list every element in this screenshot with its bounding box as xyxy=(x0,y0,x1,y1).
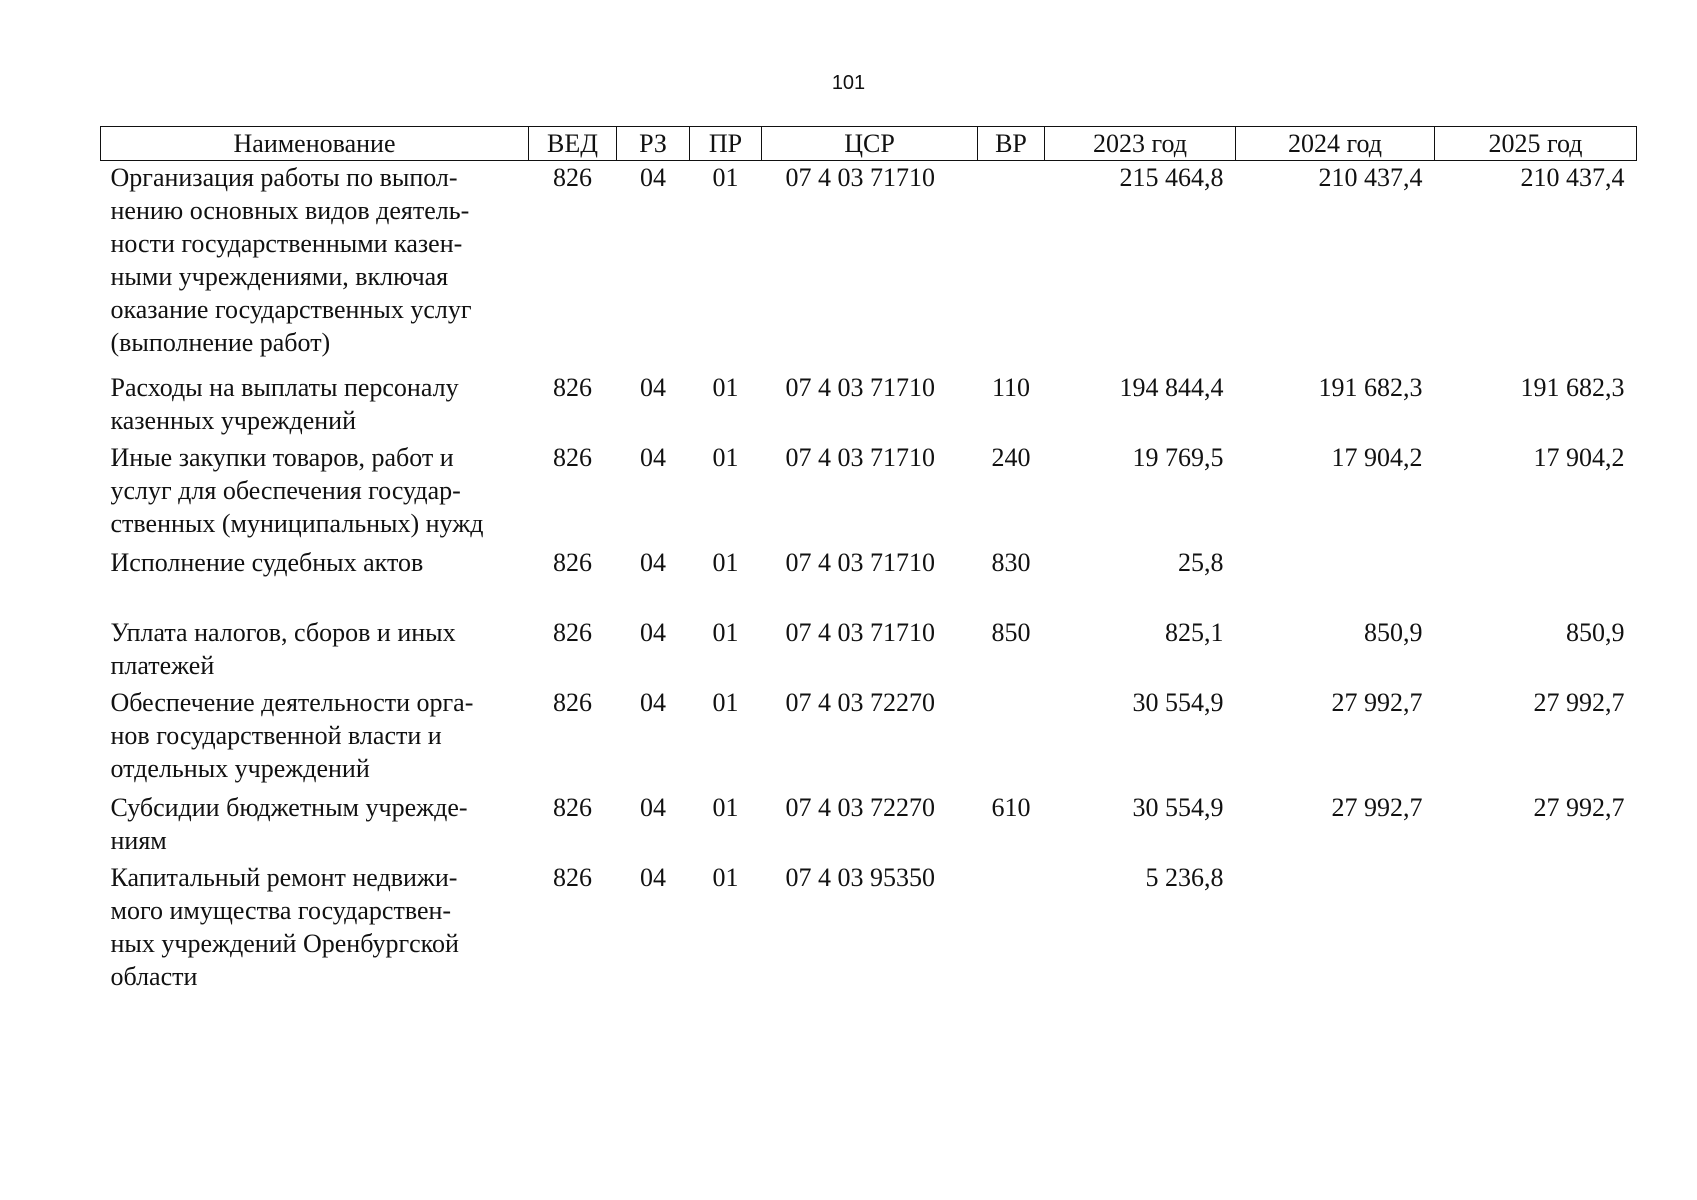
cell-name-line: Субсидии бюджетным учрежде- xyxy=(110,792,468,822)
cell-rz: 04 xyxy=(640,547,666,577)
table-row xyxy=(101,686,1637,791)
cell-name xyxy=(101,546,529,616)
header-2023: 2023 год xyxy=(1045,127,1236,161)
cell-pr: 01 xyxy=(712,687,739,717)
cell-2025 xyxy=(1435,861,1637,1001)
cell-pr: 01 xyxy=(712,442,739,472)
header-2024: 2024 год xyxy=(1236,127,1435,161)
cell-ved: 826 xyxy=(553,617,592,647)
cell-vr xyxy=(978,161,1045,371)
cell-name-line: нов государственной власти и xyxy=(110,720,442,750)
cell-name-line: (выполнение работ) xyxy=(110,328,331,357)
cell-name xyxy=(101,686,529,791)
cell-name-line: ниям xyxy=(110,825,167,855)
cell-name-line: Уплата налогов, сборов и иных xyxy=(110,617,456,647)
cell-2024: 850,9 xyxy=(1364,617,1423,647)
cell-name xyxy=(101,441,529,546)
cell-pr: 01 xyxy=(712,862,739,892)
header-name: Наименование xyxy=(101,127,529,161)
cell-2024: 17 904,2 xyxy=(1331,442,1423,472)
table-row xyxy=(101,371,1637,441)
header-rz: РЗ xyxy=(617,127,690,161)
header-ved: ВЕД xyxy=(529,127,617,161)
cell-2023: 19 769,5 xyxy=(1132,442,1224,472)
cell-vr xyxy=(978,861,1045,1001)
cell-2025: 850,9 xyxy=(1566,617,1625,647)
cell-2024: 27 992,7 xyxy=(1331,687,1423,717)
cell-2023: 194 844,4 xyxy=(1119,372,1224,402)
cell-pr: 01 xyxy=(712,372,739,402)
table-row xyxy=(101,861,1637,1001)
cell-2025: 27 992,7 xyxy=(1533,687,1625,717)
cell-rz: 04 xyxy=(640,687,666,717)
cell-csr: 07 4 03 72270 xyxy=(785,792,935,822)
cell-name xyxy=(101,791,529,861)
cell-name-line: услуг для обеспечения государ- xyxy=(110,475,461,505)
table-row xyxy=(101,616,1637,686)
cell-vr xyxy=(978,686,1045,791)
cell-2023: 30 554,9 xyxy=(1132,687,1224,717)
cell-vr: 850 xyxy=(991,617,1031,647)
cell-2025: 27 992,7 xyxy=(1533,792,1625,822)
table-body xyxy=(101,161,1637,1001)
cell-csr: 07 4 03 71710 xyxy=(785,163,935,192)
cell-ved: 826 xyxy=(553,792,592,822)
header-2025: 2025 год xyxy=(1435,127,1637,161)
cell-2023: 825,1 xyxy=(1165,617,1224,647)
header-csr: ЦСР xyxy=(762,127,978,161)
cell-ved: 826 xyxy=(553,163,592,192)
cell-name xyxy=(101,161,529,371)
cell-2023: 5 236,8 xyxy=(1145,862,1224,892)
cell-2024: 210 437,4 xyxy=(1318,163,1423,192)
cell-name-line: оказание государственных услуг xyxy=(110,295,472,324)
cell-rz: 04 xyxy=(640,442,666,472)
cell-2025: 210 437,4 xyxy=(1520,163,1625,192)
cell-vr: 830 xyxy=(991,547,1031,577)
cell-csr: 07 4 03 71710 xyxy=(785,442,935,472)
cell-name-line: мого имущества государствен- xyxy=(110,895,452,925)
cell-vr: 610 xyxy=(991,792,1031,822)
cell-2024 xyxy=(1236,861,1435,1001)
budget-table xyxy=(100,126,1637,1001)
page-number: 101 xyxy=(831,72,866,94)
cell-2025: 17 904,2 xyxy=(1533,442,1625,472)
cell-2025: 191 682,3 xyxy=(1520,372,1625,402)
cell-2024 xyxy=(1236,546,1435,616)
cell-rz: 04 xyxy=(640,163,666,192)
cell-name-line: Капитальный ремонт недвижи- xyxy=(110,862,458,892)
cell-rz: 04 xyxy=(640,862,666,892)
cell-name-line: Расходы на выплаты персоналу xyxy=(110,372,459,402)
cell-ved: 826 xyxy=(553,372,592,402)
cell-ved: 826 xyxy=(553,687,592,717)
cell-name-line: Обеспечение деятельности орга- xyxy=(110,687,474,717)
cell-vr: 110 xyxy=(991,372,1031,402)
cell-name-line: Исполнение судебных актов xyxy=(110,547,424,577)
cell-pr: 01 xyxy=(712,547,739,577)
cell-name xyxy=(101,616,529,686)
cell-pr: 01 xyxy=(712,617,739,647)
cell-rz: 04 xyxy=(640,792,666,822)
table-header-row xyxy=(101,127,1637,161)
cell-name-line: казенных учреждений xyxy=(110,405,356,435)
cell-csr: 07 4 03 95350 xyxy=(785,862,935,892)
cell-name-line: ности государственными казен- xyxy=(110,229,463,258)
header-vr: ВР xyxy=(978,127,1045,161)
cell-rz: 04 xyxy=(640,372,666,402)
cell-name-line: отдельных учреждений xyxy=(110,753,370,783)
cell-name-line: области xyxy=(110,961,198,991)
cell-2023: 215 464,8 xyxy=(1119,163,1224,192)
cell-vr: 240 xyxy=(991,442,1031,472)
cell-name xyxy=(101,861,529,1001)
cell-ved: 826 xyxy=(553,442,592,472)
cell-name-line: ных учреждений Оренбургской xyxy=(110,928,459,958)
cell-2023: 25,8 xyxy=(1178,547,1224,577)
table-row xyxy=(101,546,1637,616)
table-row xyxy=(101,161,1637,371)
cell-name-line: нению основных видов деятель- xyxy=(110,196,470,225)
cell-csr: 07 4 03 71710 xyxy=(785,372,935,402)
cell-ved: 826 xyxy=(553,862,592,892)
cell-2024: 191 682,3 xyxy=(1318,372,1423,402)
cell-pr: 01 xyxy=(712,163,739,192)
cell-name xyxy=(101,371,529,441)
cell-csr: 07 4 03 71710 xyxy=(785,617,935,647)
cell-2023: 30 554,9 xyxy=(1132,792,1224,822)
cell-name-line: ными учреждениями, включая xyxy=(110,262,449,291)
table-row xyxy=(101,441,1637,546)
cell-name-line: ственных (муниципальных) нужд xyxy=(110,508,484,538)
cell-2025 xyxy=(1435,546,1637,616)
cell-csr: 07 4 03 71710 xyxy=(785,547,935,577)
table-row xyxy=(101,791,1637,861)
cell-2024: 27 992,7 xyxy=(1331,792,1423,822)
header-pr: ПР xyxy=(690,127,762,161)
cell-name-line: платежей xyxy=(110,650,215,680)
cell-name-line: Иные закупки товаров, работ и xyxy=(110,442,454,472)
cell-rz: 04 xyxy=(640,617,666,647)
cell-pr: 01 xyxy=(712,792,739,822)
cell-ved: 826 xyxy=(553,547,592,577)
cell-name-line: Организация работы по выпол- xyxy=(110,163,458,192)
cell-csr: 07 4 03 72270 xyxy=(785,687,935,717)
